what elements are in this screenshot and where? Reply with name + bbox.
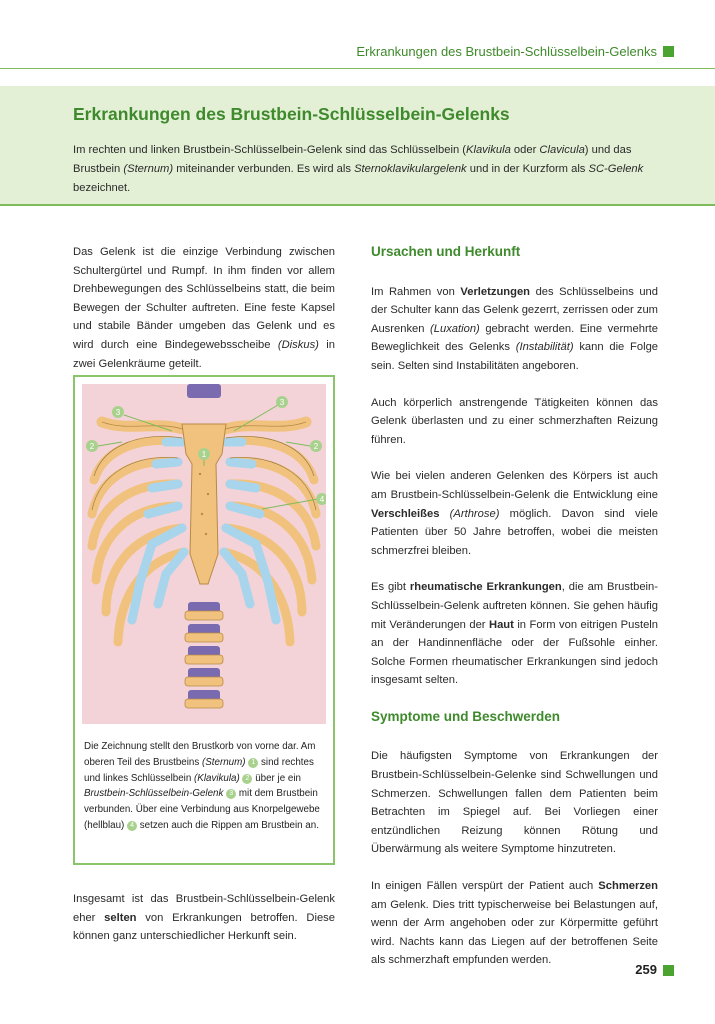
page-number: 259 <box>635 962 657 977</box>
intro-text: miteinander verbunden. Es wird als <box>173 163 355 175</box>
page-number-square-icon <box>663 965 674 976</box>
bold-term: Verletzungen <box>460 285 531 298</box>
marker-label: 3 <box>115 408 121 417</box>
intro-text: ) und das Brustbein <box>73 144 632 175</box>
left-paragraph-1 <box>73 243 335 373</box>
intro-text: oder <box>510 144 540 156</box>
text: am Gelenk. Dies tritt typischerweise bei Belastungen auf, wenn der Arm angehoben oder zur Körpermitte geführt wird. Nachts kann das Liegen auf der betroffenen Seite als schmerzhaft empfunden werden. <box>371 898 658 967</box>
section-heading-causes: Ursachen und Herkunft <box>371 244 521 259</box>
number-badge: 2 <box>242 774 252 784</box>
text: mit dem Brustbein verbunden. Über eine Verbindung aus Knorpelgewebe (hellblau) <box>84 788 320 831</box>
intro-italic: (Sternum) <box>123 163 174 175</box>
text: in zwei Gelenkräume geteilt. <box>73 338 335 370</box>
left-column-top <box>73 243 335 373</box>
italic-term: (Luxation) <box>430 322 480 335</box>
intro-italic: Sternoklavikulargelenk <box>354 163 467 175</box>
text: möglich. Davon sind viele Patienten über 50 Jahre betroffen, wobei die meisten schmerzfrei bleiben. <box>371 507 658 557</box>
right-paragraph-2: Auch körperlich anstrengende Tätigkeiten können das Gelenk überlasten und zu einer schmerzhaften Reizung führen. <box>371 396 658 446</box>
ribcage-figure <box>73 375 335 865</box>
text: gebracht werden. Eine vermehrte Beweglichkeit des Gelenks <box>371 322 659 354</box>
number-badge: 1 <box>248 758 258 768</box>
text: Wie bei vielen anderen Gelenken des Körpers ist auch am Brustbein-Schlüsselbein-Gelenk die Entwicklung eine <box>371 470 658 501</box>
right-paragraph-1 <box>371 283 658 376</box>
right-column <box>371 243 658 988</box>
text: , die am Brustbein-Schlüsselbein-Gelenk auftreten können. Sie gehen häufig mit Veränderungen der <box>371 581 658 631</box>
italic-term: (Sternum) <box>202 756 246 768</box>
bold-term: selten <box>104 911 137 924</box>
text: In einigen Fällen verspürt der Patient auch <box>371 880 599 893</box>
running-head-title: Erkrankungen des Brustbein-Schlüsselbein-Gelenks <box>356 44 657 59</box>
ribcage-illustration <box>82 384 326 724</box>
text: Im Rahmen von <box>371 285 461 298</box>
marker-label: 4 <box>319 495 325 504</box>
text: setzen auch die Rippen am Brustbein an. <box>137 819 319 831</box>
text: in Form von eitrigen Pusteln an der Handinnenfläche oder der Fußsohle einher. Solche Formen rheumatischer Erkrankungen sind jedoch insgesamt selten. <box>371 618 659 687</box>
italic-term: (Diskus) <box>277 338 319 351</box>
bold-term: Verschleißes <box>371 507 440 520</box>
right-paragraph-3 <box>371 467 658 560</box>
text: Es gibt <box>371 581 410 594</box>
marker-label: 1 <box>201 450 207 459</box>
header-rule <box>0 68 715 69</box>
left-column-bottom <box>73 890 335 946</box>
section-heading-symptoms: Symptome und Beschwerden <box>371 708 561 724</box>
text: Die Zeichnung stellt den Brustkorb von vorne dar. Am oberen Teil des Brustbeins <box>84 741 316 768</box>
figure-caption <box>84 739 320 834</box>
text: von Erkrankungen betroffen. Diese können ganz unterschiedlicher Herkunft sein. <box>73 911 335 943</box>
intro-text: und in der Kurzform als <box>466 163 589 175</box>
marker-label: 3 <box>279 398 285 407</box>
italic-term: (Arthrose) <box>439 507 500 520</box>
right-paragraph-6 <box>371 877 658 970</box>
intro-box <box>0 86 715 206</box>
number-badge: 4 <box>127 821 137 831</box>
text: kann die Folge sein. Selten sind Instabilitäten angeboren. <box>371 341 659 372</box>
page-title: Erkrankungen des Brustbein-Schlüsselbein-Gelenks <box>73 104 510 124</box>
left-paragraph-2 <box>73 890 335 946</box>
right-paragraph-5: Die häufigsten Symptome von Erkrankungen der Brustbein-Schlüsselbein-Gelenke sind Schwellungen und Schmerzen. Schwellungen fallen dem Patienten beim Betrachten im Spiegel auf. Bei Vorliegen einer entzündlichen Reizung können Rötung und Überwärmung als weitere Symptome hinzutreten. <box>371 750 658 856</box>
running-head <box>0 44 715 64</box>
number-badge: 3 <box>226 789 236 799</box>
intro-paragraph <box>73 141 658 198</box>
italic-term: Brustbein-Schlüsselbein-Gelenk <box>84 788 224 800</box>
italic-term: (Klavikula) <box>194 772 240 784</box>
intro-text: bezeichnet. <box>73 182 131 194</box>
intro-italic: SC-Gelenk <box>588 163 644 175</box>
text: Insgesamt ist das Brustbein-Schlüsselbein-Gelenk eher <box>73 893 335 924</box>
marker-label: 2 <box>313 442 319 451</box>
intro-italic: Clavicula <box>539 144 585 156</box>
intro-text: Im rechten und linken Brustbein-Schlüsselbein-Gelenk sind das Schlüsselbein ( <box>73 144 467 156</box>
italic-term: (Instabilität) <box>515 341 574 354</box>
text: Das Gelenk ist die einzige Verbindung zwischen Schultergürtel und Rumpf. In ihm finden vor allem Drehbewegungen des Schlüsselbeins statt, die beim Bewegen der Schulter auftreten. Eine feste Kapsel und stabile Bänder umgeben das Gelenk und es wird durch eine Bindegewebsscheibe <box>73 246 335 351</box>
marker-label: 2 <box>89 442 95 451</box>
text: des Schlüsselbeins und der Schulter kann das Gelenk gezerrt, zerrissen oder zum Ausrenken <box>371 285 658 335</box>
intro-italic: Klavikula <box>466 144 511 156</box>
text: sind rechtes und linkes Schlüsselbein <box>84 756 314 784</box>
running-head-square-icon <box>663 46 674 57</box>
right-paragraph-4 <box>371 578 658 690</box>
bold-term: Haut <box>488 618 514 631</box>
text: über je ein <box>252 772 301 784</box>
bold-term: Schmerzen <box>598 880 658 893</box>
bold-term: rheumatische Erkrankungen <box>409 581 562 594</box>
